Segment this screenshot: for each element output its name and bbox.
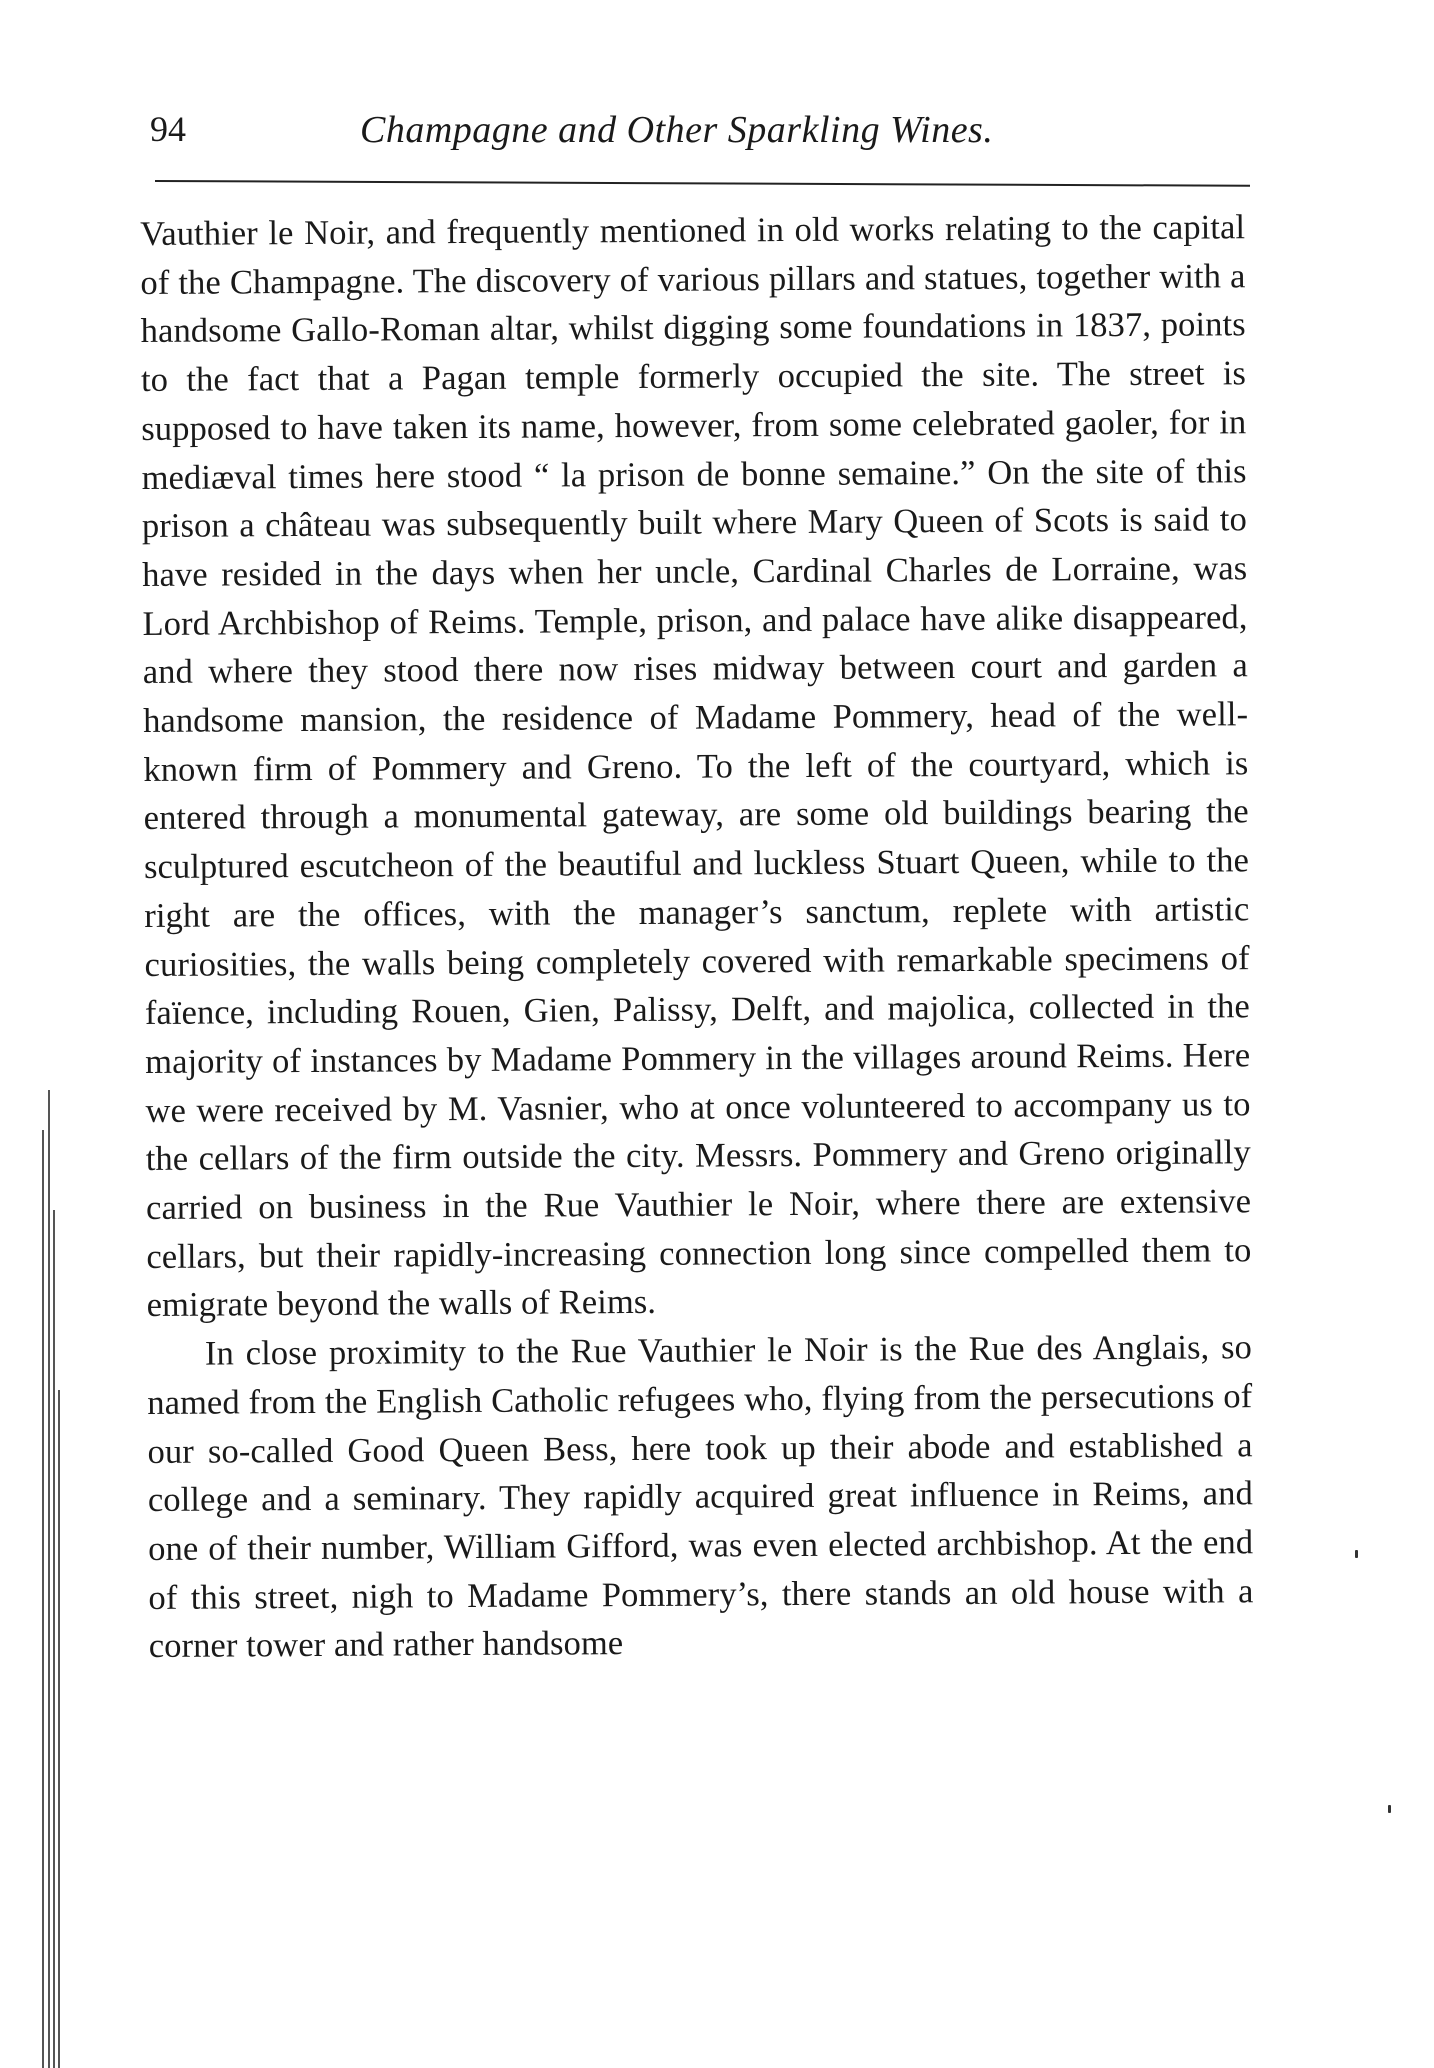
body-text bbox=[140, 203, 1254, 1671]
print-speck bbox=[1355, 1550, 1358, 1558]
header-rule bbox=[155, 180, 1250, 187]
paragraph-1: Vauthier le Noir, and frequently mentioned in old works relating to the capital of the Champagne. The discovery of various pillars and statues, together with a handsome Gallo-Roman altar, whilst digging some foundations in 1837, points to the fact that a Pagan temple formerly occupied the site. The street is supposed to have taken its name, however, from some celebrated gaoler, for in mediæval times here stood “ la prison de bonne semaine.” On the site of this prison a château was subsequently built where Mary Queen of Scots is said to have resided in the days when her uncle, Cardinal Charles de Lorraine, was Lord Archbishop of Reims. Temple, prison, and palace have alike disappeared, and where they stood there now rises midway between court and garden a handsome mansion, the residence of Madame Pommery, head of the well-known firm of Pommery and Greno. To the left of the courtyard, which is entered through a monumental gateway, are some old buildings bearing the sculptured escutcheon of the beautiful and luckless Stuart Queen, while to the right are the offices, with the manager’s sanctum, replete with artistic curiosities, the walls being completely covered with remarkable specimens of faïence, including Rouen, Gien, Palissy, Delft, and majolica, collected in the majority of instances by Madame Pommery in the villages around Reims. Here we were received by M. Vasnier, who at once volunteered to accompany us to the cellars of the firm outside the city. Messrs. Pommery and Greno originally carried on business in the Rue Vauthier le Noir, where there are extensive cellars, but their rapidly-increasing connection long since compelled them to emigrate beyond the walls of Reims. bbox=[140, 208, 1252, 1325]
binding-gutter-marks bbox=[42, 1090, 62, 2068]
paragraph-2: In close proximity to the Rue Vauthier le Noir is the Rue des Anglais, so named from the English Catholic refugees who, flying from the persecutions of our so-called Good Queen Bess, here took up their abode and established a college and a seminary. They rapidly acquired great influence in Reims, and one of their number, William Gifford, was even elected archbishop. At the end of this street, nigh to Madame Pommery’s, there stands an old house with a corner tower and rather handsome bbox=[147, 1328, 1254, 1666]
print-speck bbox=[1388, 1805, 1391, 1813]
page-header bbox=[150, 108, 1250, 168]
page-number: 94 bbox=[150, 109, 186, 149]
running-title: Champagne and Other Sparkling Wines. bbox=[360, 109, 994, 151]
